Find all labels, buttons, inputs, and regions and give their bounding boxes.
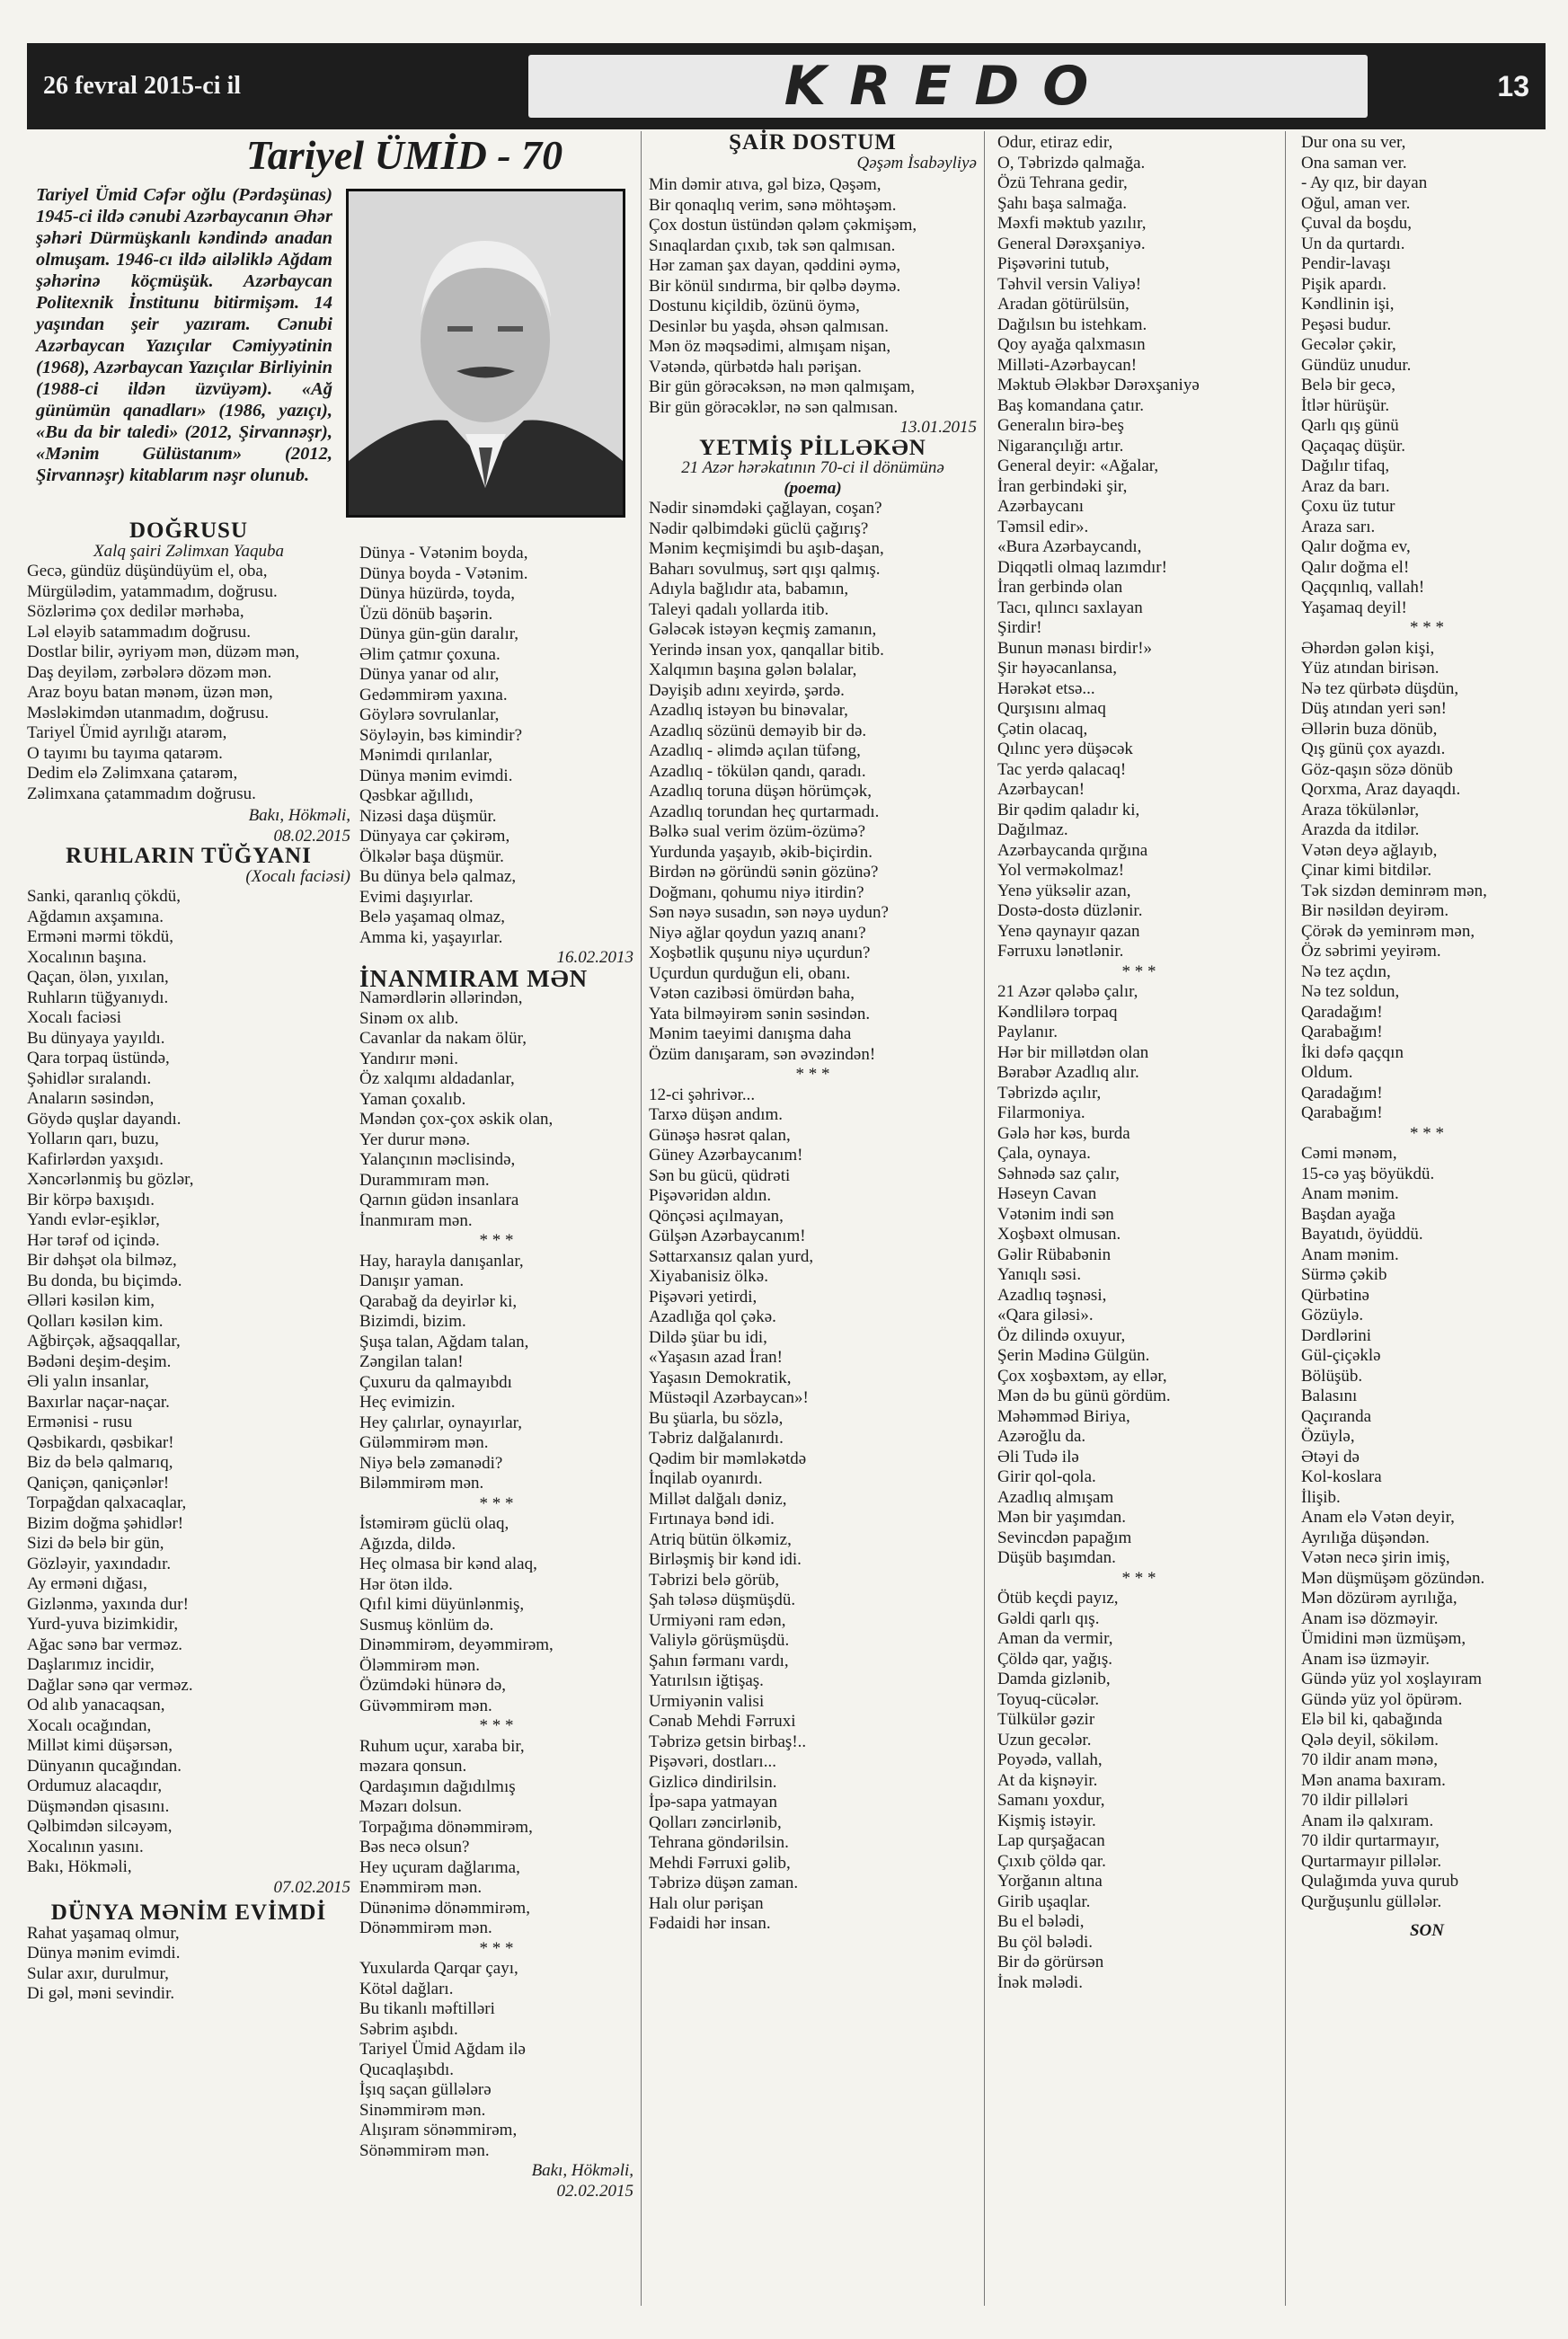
stanza: Hay, harayla danışanlar, Danışır yaman. Qarabağ da deyirlər ki, Bizimdi, bizim. Şuşa talan, Ağdam talan, Zəngilan talan! Çuxuru da qalmayıbdı Heç evimizin. Hey çalırlar, oynayırlar, Güləmmirəm mən. Niyə belə zəmanədi? Biləmmirəm mən. [359, 1251, 529, 1493]
stanza: Məxfi məktub yazılır, General Dərəxşaniyə. Pişəvərini tutub, Təhvil versin Valiyə! [997, 214, 1147, 294]
stanza: Səttarxansız qalan yurd, Xiyabanisiz ölkə. Pişəvəri yetirdi, Azadlığa qol çəkə. [649, 1246, 814, 1326]
stanza: Mən dözürəm ayrılığa, Anam isə dözməyir. Ümidini mən üzmüşəm, Anam isə üzməyir. [1301, 1589, 1466, 1669]
poem-signature: 07.02.2015 [273, 1877, 350, 1897]
stanza: Dostlar bilir, əyriyəm mən, düzəm mən, Daş deyiləm, zərbələrə dözəm mən. Araz boyu batan mənəm, üzən mən, Məsləkimdən utanmadım, doğrusu. [27, 642, 300, 722]
poem-title: ŞAİR DOSTUM [729, 130, 897, 155]
portrait-illustration [349, 191, 623, 515]
stanza: Yurd-yuva bizimkidir, Ağac sənə bar verməz. Daşlarımız incidir, Dağlar sənə qar verməz. [27, 1615, 193, 1695]
stanza: Dildə şüar bu idi, «Yaşasın azad İran! Yaşasın Demokratik, Müstəqil Azərbaycan»! [649, 1327, 809, 1407]
stanza: Gündə yüz yol xoşlayıram Gündə yüz yol öpürəm. Elə bil ki, qabağında Qələ deyil, sökiləm. [1301, 1670, 1483, 1750]
issue-date: 26 fevral 2015-ci il [43, 72, 242, 100]
poem-genre: (poema) [784, 478, 842, 498]
stanza: Belə bir gecə, İtlər hürüşür. Qarlı qış günü Qaçaqaç düşür. [1301, 376, 1406, 456]
stanza: Sürmə çəkib Qürbətinə Gözüylə. Dərdlərini Gül-çiçəklə Bölüşüb. Balasını Qaçıranda Özüylə, Ətəyi də Kol-koslara İlişib. Anam elə Vətən deyir, Ayrılığa düşəndən. Vətən necə şirin imiş, Mən düşmüşəm gözündən. [1301, 1265, 1485, 1588]
stanza: Sanki, qaranlıq çökdü, Ağdamın axşamına. Erməni mərmi tökdü, Xocalının başına. [27, 887, 181, 967]
stanza: 70 ildir anam mənə, Mən anama baxıram. 70 ildir pillələri Anam ilə qalxıram. [1301, 1750, 1446, 1830]
stanza: Hər zaman şax dayan, qəddini əymə, Bir könül sındırma, bir qəlbə dəymə. Dostunu kiçildib, özünü öymə, Desinlər bu yaşda, əhsən qalmısan. [649, 256, 901, 336]
stanza: Sən bu gücü, qüdrəti Pişəvəridən aldın. Qönçəsi açılmayan, Gülşən Azərbaycanım! [649, 1165, 806, 1245]
stanza: Azadlıq almışam Mən bir yaşımdan. Sevincdən papağım Düşüb başımdan. [997, 1487, 1132, 1567]
stanza: Tariyel Ümid ayrılığı atarəm, O tayımı bu tayıma qatarəm. Dedim elə Zəlimxana çatarəm, Zəlimxana çatammadım doğrusu. [27, 723, 256, 803]
stanza: Lap qurşağacan Çıxıb çöldə qar. Yorğanın altına Girib uşaqlar. [997, 1831, 1106, 1911]
bio-title: Tariyel ÜMİD - 70 [245, 132, 563, 178]
column-divider [1285, 131, 1286, 2306]
stanza: Gəlir Rübabənin Yanıqlı səsi. Azadlıq təşnəsi, «Qara giləsi». [997, 1245, 1112, 1325]
stanza: Dünya - Vətənim boyda, Dünya boyda - Vətənim. Dünya hüzürdə, toyda, Üzü dönüb başərin. [359, 544, 528, 624]
stanza: Rahat yaşamaq olmur, Dünya mənim evimdi. Sular axır, durulmur, Di gəl, məni sevindir. [27, 1923, 181, 2003]
stanza: Gecə, gündüz düşündüyüm el, oba, Mürgülədim, yatammadım, doğrusu. Sözlərimə çox dedilər mərhəba, Ləl eləyib satammadım doğrusu. [27, 562, 278, 642]
stanza: Yenə yüksəlir azan, Dostə-dostə düzlənir. Yenə qaynayır qazan Fərruxu lənətlənir. [997, 881, 1143, 961]
column-2 [359, 544, 633, 2202]
stanza: Kəndlinin işi, Peşəsi budur. Gecələr çəkir, Gündüz unudur. [1301, 295, 1412, 375]
newspaper-title: KREDO [528, 55, 1368, 118]
poem-title: DÜNYA MƏNİM EVİMDİ [50, 1900, 327, 1925]
stanza: Göylərə sovrulanlar, Söyləyin, bəs kimindir? Mənimdi qırılanlar, Dünya mənim evimdi. [359, 705, 523, 785]
section-separator: * * * [1121, 961, 1156, 981]
poem-subtitle: 21 Azər hərəkatının 70-ci il dönümünə [681, 458, 944, 477]
poem-title: İNANMIRAM MƏN [359, 964, 589, 992]
column-3 [649, 130, 977, 1935]
section-separator: * * * [795, 1065, 830, 1084]
section-separator: * * * [1410, 618, 1444, 637]
poem-signature: 13.01.2015 [899, 418, 977, 437]
masthead [27, 43, 1546, 129]
stanza: Dağılır tifaq, Araz da barı. Çoxu üz tutur Araza sarı. [1301, 456, 1395, 536]
stanza: Adıyla bağlıdır ata, babamın, Taleyi qadalı yollarda itib. Gələcək istəyən keçmiş zamanın, Yerində insan yox, qanqallar bitib. [649, 580, 884, 660]
poem-title: YETMİŞ PİLLƏKƏN [699, 435, 926, 460]
stanza: Ötüb keçdi payız, Gəldi qarlı qış. Aman da vermir, Çöldə qar, yağış. [997, 1589, 1119, 1669]
section-separator: * * * [479, 1938, 514, 1958]
poem-signature: Bakı, Hökməli, 08.02.2015 [248, 806, 350, 846]
poem-subtitle: (Xocalı faciəsi) [245, 866, 350, 886]
author-portrait [346, 189, 625, 518]
stanza: Damda gizlənib, Toyuq-cücələr. Tülkülər gəzir Uzun gecələr. [997, 1670, 1111, 1750]
stanza: Vətən cazibəsi ömürdən baha, Yata bilməyirəm sənin səsindən. Mənim taeyimi danışma daha Özüm danışaram, sən əvəzindən! [649, 984, 876, 1064]
stanza: Məktub Ələkbər Dərəxşaniyə Baş komandana çatır. Generalın birə-beş Nigarançılığı artır. [997, 376, 1200, 456]
stanza: Bu el bələdi, Bu çöl bələdi. Bir də görürsən İnək mələdi. [997, 1912, 1104, 1992]
section-separator: * * * [479, 1231, 514, 1250]
stanza: Min dəmir atıva, gəl bizə, Qəşəm, Bir qonaqlıq verim, sənə möhtəşəm. Çox dostun üstündən qələm çəkmişəm, Sınaqlardan çıxıb, tək sən qalmısan. [649, 175, 917, 255]
stanza: Əli yalın insanlar, Baxırlar naçar-naçar. Ermənisi - rusu Qəsbikardı, qəsbikar! [27, 1372, 174, 1452]
column-1 [27, 518, 350, 2005]
stanza: Namərdlərin əllərindən, Sinəm ox alıb. Cavanlar da nakam ölür, Yandırır məni. Öz xalqımı aldadanlar, Yaman çoxalıb. Məndən çox-çox əskik olan, Yer durur mənə. Yalançının məclisində, Durammıram mən. Qarnın güdən insanlara İnanmıram mən. [359, 988, 554, 1230]
stanza: Bu dünya belə qalmaz, Evimi daşıyırlar. Belə yaşamaq olmaz, Amma ki, yaşayırlar. [359, 867, 517, 947]
stanza: Xalqımın başına gələn bəlalar, Dəyişib adını xeyirdə, şərdə. Azadlıq istəyən bu binəvalar, Azadlıq sözünü deməyib bir də. [649, 660, 867, 740]
stanza: Öz dilində oxuyur, Şerin Mədinə Gülgün. Çox xoşbəxtəm, ay ellər, Mən də bu günü gördüm. [997, 1325, 1171, 1405]
page-number: 13 [1497, 69, 1529, 102]
column-divider [641, 131, 642, 2306]
stanza: Pişəvəri, dostları... Gizlicə dindirilsin. İpə-sapa yatmayan Qolları zəncirlənib, Tehrana göndərilsin. [649, 1752, 789, 1852]
stanza: Əhərdən gələn kişi, Yüz atından birisən. Nə tez qürbətə düşdün, Düş atından yeri sən! [1301, 638, 1459, 718]
stanza: Mehdi Fərruxi gəlib, Təbrizə düşən zaman. Halı olur pərişan Fədaidi hər insan. [649, 1853, 799, 1933]
poem-signature: Bakı, Hökməli, 02.02.2015 [531, 2161, 633, 2201]
stanza: Ordumuz alacaqdır, Düşməndən qisasını. Qəlbimdən silcəyəm, Xocalının yasını. Bakı, Hökməli, [27, 1776, 173, 1876]
section-separator: * * * [479, 1493, 514, 1513]
stanza: Bəlkə sual verim özüm-özümə? Yurdunda yaşayıb, əkib-biçirdin. Birdən nə göründü sənin gözünə? Doğmanı, qohumu niyə itirdin? [649, 822, 879, 902]
stanza: Yandı evlər-eşiklər, Hər tərəf od içində. Bir dəhşət ola bilməz, Bu donda, bu biçimdə. [27, 1210, 182, 1290]
stanza: Qəsbkar ağıllıdı, Nizəsi daşa düşmür. Dünyaya car çəkirəm, Ölkələr başa düşmür. [359, 786, 510, 866]
stanza: Təbrizi belə görüb, Şah tələsə düşmüşdü. Urmiyəni ram edən, Valiylə görüşmüşdü. [649, 1570, 796, 1650]
section-separator: * * * [479, 1716, 514, 1735]
stanza: Tək sizdən deminrəm mən, Bir nəsildən deyirəm. Çörək də yeminrəm mən, Öz səbrimi yeyirəm. [1301, 881, 1487, 961]
stanza: Qalır doğma ev, Qalır doğma el! Qaçqınlıq, vallah! Yaşamaq deyil! [1301, 537, 1425, 617]
stanza: Aradan götürülsün, Dağılsın bu istehkam. Qoy ayağa qalxmasın Milləti-Azərbaycan! [997, 295, 1147, 375]
stanza: Qaçan, ölən, yıxılan, Ruhların tüğyanıydı. Xocalı faciəsi Bu dünyaya yayıldı. [27, 968, 169, 1048]
stanza: Biz də belə qalmarıq, Qaniçən, qaniçənlər! Torpağdan qalxacaqlar, Bizim doğma şəhidlər! [27, 1453, 187, 1533]
stanza: Od alıb yanacaqsan, Xocalı ocağından, Millət kimi düşərsən, Dünyanın qucağından. [27, 1696, 182, 1776]
stanza: Çuval da boşdu, Un da qurtardı. Pendir-lavaşı Pişik apardı. [1301, 214, 1412, 294]
stanza: Odur, etiraz edir, O, Təbrizdə qalmağa. Özü Tehrana gedir, Şahı başa salmağa. [997, 133, 1146, 213]
poem-title: DOĞRUSU [128, 518, 248, 543]
stanza: Mən öz məqsədimi, almışam nişan, Vətəndə, qürbətdə halı pərişan. Bir gün görəcəksən, nə mən qalmışam, Bir gün görəcəklər, nə sən qalmısan. [649, 337, 916, 417]
stanza: Ruhum uçur, xaraba bir, məzara qonsun. Qardaşımın dağıdılmış Məzarı dolsun. Torpağıma dönəmmirəm, Bəs necə olsun? Hey uçuram dağlarıma, Enəmmirəm mən. Dünənimə dönəmmirəm, Dönəmmirəm mən. [359, 1736, 533, 1937]
column-divider [984, 131, 985, 2306]
stanza: Dur ona su ver, Ona saman ver. - Ay qız, bir dayan Oğul, aman ver. [1301, 133, 1428, 213]
stanza: Əlləri kəsilən kim, Qolları kəsilən kim. Ağbirçək, ağsaqqallar, Bədəni deşim-deşim. [27, 1291, 181, 1371]
poem-dedication: Qəşəm İsabəyliyə [856, 153, 977, 173]
stanza: Yolların qarı, buzu, Kafirlərdən yaxşıdı. Xəncərlənmiş bu gözlər, Bir körpə baxışıdı. [27, 1130, 194, 1209]
column-5 [1301, 133, 1553, 1942]
stanza: 70 ildir qurtarmayır, Qurtarmayır pillələr. Qulağımda yuva qurub Qurğuşunlu güllələr. [1301, 1831, 1459, 1911]
stanza: Poyədə, vallah, At da kişnəyir. Samanı yoxdur, Kişmiş istəyir. [997, 1750, 1105, 1830]
stanza: Sizi də belə bir gün, Gözləyir, yaxındadır. Ay erməni dığası, Gizlənmə, yaxında dur! [27, 1534, 189, 1614]
stanza: Məhəmməd Biriya, Azəroğlu da. Əli Tudə ilə Girir qol-qola. [997, 1406, 1130, 1486]
section-separator: * * * [1121, 1568, 1156, 1588]
stanza: Azadlıq - əlimdə açılan tüfəng, Azadlıq - tökülən qandı, qaradı. Azadlıq toruna düşən hörümçək, Azadlıq torundan heç qurtarmadı. [649, 741, 880, 821]
stanza: «Bura Azərbaycandı, Diqqətli olmaq lazımdır! İran gerbində olan Tacı, qılıncı saxlayan Şirdir! Bunun mənası birdir!» Şir həyəcanlansa, Hərəkət etsə... Qurşısını almaq Çətin olacaq, Qılınc yerə düşəcək Tac yerdə qalacaq! [997, 537, 1167, 779]
poem-title: RUHLARIN TÜĞYANI [66, 844, 312, 868]
bio-text: Tariyel Ümid Cəfər oğlu (Pərdəşünas) 1945-ci ildə cənubi Azərbaycanın Əhər şəhəri Dürmüşkanlı kəndində anadan olmuşam. 1946-cı ildə ailəliklə Ağdam şəhərinə köçmüşük. Azərbaycan Politexnik İnstitunu bitirmişəm. 14 yaşından şeir yazıram. Cənubi Azərbaycan Yazıçılar Cəmiyyətinin (1968), Azərbaycan Yazıçılar Birliyinin (1988-ci ildən üzvüyəm). «Ağ günümün qanadları» (1986, yazıçı), «Bu da bir taledi» (2012, Şirvannəşr), «Mənim Gülüstanım» (2012, Şirvannəşr) kitablarım nəşr olunub. [36, 185, 332, 485]
stanza: Şahın fərmanı vardı, Yatırılsın iğtişaş. Urmiyənin valisi Cənab Mehdi Fərruxi Təbrizə getsin birbaş!.. [649, 1651, 807, 1751]
stanza: Nədir sinəmdəki çağlayan, coşan? Nədir qəlbimdəki güclü çağırış? Mənim keçmişimdi bu aşıb-daşan, Baharı sovulmuş, sərt qışı qalmış. [649, 499, 884, 579]
stanza: 21 Azər qələbə çalır, Kəndlilərə torpaq Paylanır. Hər bir millətdən olan Bərabər Azadlıq alır. Təbrizdə açılır, Filarmoniya. Gələ hər kəs, burda Çala, oynaya. Səhnədə saz çalır, Həseyn Cavan Vətənim indi sən Xoşbəxt olmusan. [997, 982, 1149, 1244]
stanza: Bu şüarla, bu sözlə, Təbriz dalğalanırdı. Qədim bir məmləkətdə İnqilab oyanırdı. [649, 1408, 807, 1488]
stanza: General deyir: «Ağalar, İran gerbindəki şir, Azərbaycanı Təmsil edir». [997, 456, 1159, 536]
stanza: Araza tökülənlər, Arazda da itdilər. Vətən deyə ağlayıb, Çinar kimi bitdilər. [1301, 800, 1438, 880]
stanza: Sən nəyə susadın, sən nəyə uydun? Niyə ağlar qoydun yazıq ananı? Xoşbətlik quşunu niyə uçurdun? Uçurdun qurduğun eli, obanı. [649, 903, 889, 983]
poem-signature: 16.02.2013 [556, 948, 633, 967]
stanza: Yuxularda Qarqar çayı, Kötəl dağları. Bu tikanlı məftilləri Səbrim aşıbdı. Tariyel Ümid Ağdam ilə Qucaqlaşıbdı. İşıq saçan güllələrə Sinəmmirəm mən. Alışıram sönəmmirəm, Sönəmmirəm mən. [359, 1959, 526, 2160]
stanza: Əllərin buza dönüb, Qış günü çox ayazdı. Göz-qaşın sözə dönüb Qorxma, Araz dayaqdı. [1301, 719, 1461, 799]
stanza: Cəmi mənəm, 15-cə yaş böyükdü. Anam mənim. Başdan ayağa Bayatıdı, öyüddü. Anam mənim. [1301, 1144, 1435, 1264]
poem-end-mark: SON [1409, 1921, 1444, 1940]
stanza: Nə tez açdın, Nə tez soldun, Qaradağım! Qarabağım! İki dəfə qaçqın Oldum. Qaradağım! Qarabağım! [1301, 961, 1404, 1122]
stanza: Qara torpaq üstündə, Şəhidlər sıralandı. Anaların səsindən, Göydə quşlar dayandı. [27, 1049, 182, 1129]
stanza: 12-ci şəhrivər... Tarxə düşən andım. Günəşə həsrət qalan, Güney Azərbaycanım! [649, 1085, 803, 1165]
poem-dedication: Xalq şairi Zəlimxan Yaquba [93, 541, 284, 561]
stanza: Azərbaycan! Bir qədim qaladır ki, Dağılmaz. Azərbaycanda qırğına Yol verməkolmaz! [997, 780, 1148, 880]
section-separator: * * * [1410, 1123, 1444, 1143]
stanza: İstəmirəm güclü olaq, Ağızda, dildə. Heç olmasa bir kənd alaq, Hər ötən ildə. Qıfıl kimi düyünlənmiş, Susmuş könlüm də. Dinəmmirəm, deyəmmirəm, Öləmmirəm mən. Özümdəki hünərə də, Güvəmmirəm mən. [359, 1514, 554, 1715]
stanza: Dünya gün-gün daralır, Əlim çatmır çoxuna. Dünya yanar od alır, Gedəmmirəm yaxına. [359, 625, 519, 704]
column-4 [997, 133, 1280, 1993]
stanza: Millət dalğalı dəniz, Fırtınaya bənd idi. Atriq bütün ölkəmiz, Birləşmiş bir kənd idi. [649, 1489, 802, 1569]
